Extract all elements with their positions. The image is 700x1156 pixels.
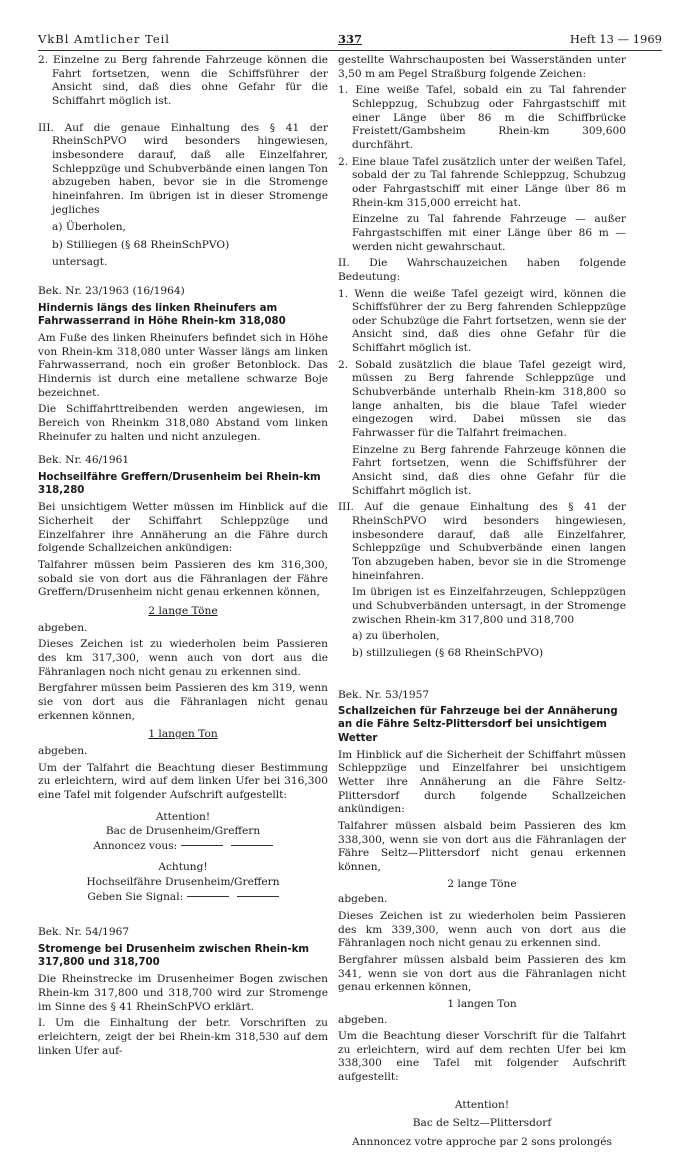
paragraph: Einzelne zu Tal fahrende Fahrzeuge — außer Fahrgastschiffen mit einer Länge über 86 m — werden nicht gewahrschaut. xyxy=(352,213,626,253)
paragraph: Um die Beachtung dieser Vorschrift für die Talfahrt zu erleichtern, wird auf dem rechten Ufer bei km 338,300 eine Tafel mit folgender Aufschrift aufgestellt: xyxy=(338,1030,626,1084)
header-rule xyxy=(38,50,662,51)
list-item: b) Stilliegen (§ 68 RheinSchPVO) xyxy=(52,238,230,251)
paragraph: Um der Talfahrt die Beachtung dieser Bestimmung zu erleichtern, wird auf dem linken Ufer bei 316,300 eine Tafel mit folgender Aufschrift aufgestellt: xyxy=(38,761,328,801)
paragraph: Am Fuße des linken Rheinufers befindet sich in Höhe von Rhein-km 318,080 unter Wasser längs am linken Fahrwasserrand, noch ein großer Betonblock. Das Hindernis ist durch eine metallene schwarze Boje bezeichnet. xyxy=(38,332,328,399)
section-heading: Hochseilfähre Greffern/Drusenheim bei Rhein-km 318,280 xyxy=(38,472,321,497)
sound-signal: 1 langen Ton xyxy=(447,997,517,1010)
page-header xyxy=(38,32,662,48)
paragraph: III. Auf die genaue Einhaltung des § 41 der RheinSchPVO wird besonders hingewiesen, insbesondere darauf, daß alle Einzelfahrer, Schleppzüge und Schubverbände einen langen Ton abzugeben haben, bevor sie in die Stromenge hineinfahren. Im übrigen ist in dieser Stromenge jegliches xyxy=(38,121,328,216)
paragraph: Bergfahrer müssen alsbald beim Passieren des km 341, wenn sie von dort aus die Fähranlagen nicht genau erkennen können, xyxy=(338,953,626,994)
list-item: 1. Eine weiße Tafel, sobald ein zu Tal fahrender Schleppzug, Schubzug oder Fahrgastschiff mit einer Länge über 86 m die Schiffbrücke Freistett/Gambsheim Rhein-km 309,600 durchfährt. xyxy=(338,84,626,151)
sound-signal: 2 lange Töne xyxy=(148,604,218,617)
notice-number: Bek. Nr. 53/1957 xyxy=(338,688,430,701)
list-item: 1. Wenn die weiße Tafel gezeigt wird, können die Schiffsführer der zu Berg fahrenden Schleppzüge oder Schubzüge die Fahrt fortsetzen, wenn sie der Ansicht sind, daß dies ohne Gefahr für die Schiffahrt möglich ist. xyxy=(338,287,626,355)
page-number: 337 xyxy=(337,32,362,46)
paragraph: Die Rheinstrecke im Drusenheimer Bogen zwischen Rhein-km 317,800 und 318,700 wird zur Stromenge im Sinne des § 41 RheinSchPVO erklärt. xyxy=(38,973,328,1013)
paragraph: untersagt. xyxy=(52,255,108,268)
section-heading: Stromenge bei Drusenheim zwischen Rhein-km 317,800 und 318,700 xyxy=(38,944,310,969)
list-item: b) stillzuliegen (§ 68 RheinSchPVO) xyxy=(352,646,544,659)
sound-signal: 2 lange Töne xyxy=(447,877,517,890)
paragraph: II. Die Wahrschauzeichen haben folgende Bedeutung: xyxy=(338,257,626,283)
list-item: a) zu überholen, xyxy=(352,630,440,643)
paragraph: Talfahrer müssen alsbald beim Passieren des km 338,300, wenn sie von dort aus die Fähranlagen der Fähre Seltz—Plittersdorf nicht genau erkennen können, xyxy=(338,819,626,873)
paragraph: I. Um die Einhaltung der betr. Vorschriften zu erleichtern, zeigt der bei Rhein-km 318,530 auf dem linken Ufer auf- xyxy=(38,1017,328,1057)
paragraph: abgeben. xyxy=(338,1013,388,1026)
paragraph: abgeben. xyxy=(38,621,88,634)
section-heading: Hindernis längs des linken Rheinufers am Fahrwasserrand in Höhe Rhein-km 318,080 xyxy=(38,302,286,327)
list-item: a) Überholen, xyxy=(52,221,126,234)
left-column xyxy=(38,54,328,1061)
paragraph: Im Hinblick auf die Sicherheit der Schiffahrt müssen Schleppzüge und Einzelfahrer bei unsichtigem Wetter ihre Annäherung an die Fähre Seltz-Plittersdorf durch folgende Schallzeichen ankündigen: xyxy=(338,748,626,816)
paragraph: Bei unsichtigem Wetter müssen im Hinblick auf die Sicherheit der Schiffahrt Schleppzüge und Einzelfahrer ihre Annäherung an die Fähre durch folgende Schallzeichen ankündigen: xyxy=(38,501,328,555)
paragraph: Dieses Zeichen ist zu wiederholen beim Passieren des km 317,300, wenn auch von dort aus die Fähranlagen noch nicht genau zu erkennen sind. xyxy=(38,638,328,678)
paragraph: Die Schiffahrttreibenden werden angewiesen, im Bereich von Rheinkm 318,080 Abstand vom linken Rheinufer zu halten und nicht anzulegen. xyxy=(38,403,328,443)
paragraph: abgeben. xyxy=(38,744,88,757)
paragraph: abgeben. xyxy=(338,893,388,906)
paragraph: Dieses Zeichen ist zu wiederholen beim Passieren des km 339,300, wenn auch von dort aus die Fähranlagen noch nicht genau zu erkennen sind. xyxy=(338,909,626,950)
sign-text-french: Attention! Bac de Seltz—Plittersdorf Annnoncez votre approche par 2 sons prolongés xyxy=(352,1098,612,1149)
sign-text-french: Attention! Bac de Drusenheim/Greffern Annoncez vous: xyxy=(38,811,328,854)
paragraph: 2. Einzelne zu Berg fahrende Fahrzeuge können die Fahrt fortsetzen, wenn die Schiffsführer der Ansicht sind, daß dies ohne Gefahr für die Schiffahrt möglich ist. xyxy=(38,54,328,107)
paragraph: Talfahrer müssen beim Passieren des km 316,300, sobald sie von dort aus die Fähranlagen der Fähre Greffern/Drusenheim nicht genau erkennen können, xyxy=(38,559,328,599)
paragraph: Einzelne zu Berg fahrende Fahrzeuge können die Fahrt fortsetzen, wenn die Schiffsführer der Ansicht sind, daß dies ohne Gefahr für die Schiffahrt möglich ist. xyxy=(352,443,626,497)
right-column xyxy=(338,54,626,1156)
paragraph: gestellte Wahrschauposten bei Wasserständen unter 3,50 m am Pegel Straßburg folgende Zeichen: xyxy=(338,54,626,80)
section-heading: Schallzeichen für Fahrzeuge bei der Annäherung an die Fähre Seltz-Plittersdorf bei unsichtigem Wetter xyxy=(338,706,618,744)
list-item: 2. Eine blaue Tafel zusätzlich unter der weißen Tafel, sobald der zu Tal fahrende Schleppzug, Schubzug oder Fahrgastschiff mit einer Länge über 86 m Rhein-km 315,000 erreicht hat. xyxy=(338,155,626,209)
journal-title: VkBl Amtlicher Teil xyxy=(38,32,170,46)
sign-text-german: Achtung! Hochseilfähre Drusenheim/Greffern Geben Sie Signal: xyxy=(86,861,280,903)
notice-number: Bek. Nr. 54/1967 xyxy=(38,926,130,939)
paragraph: III. Auf die genaue Einhaltung des § 41 der RheinSchPVO wird besonders hingewiesen, insbesondere darauf, daß alle Einzelfahrer, Schleppzüge und Schubverbände einen langen Ton abzugeben haben, bevor sie in die Stromenge hineinfahren. xyxy=(338,501,626,582)
sound-signal: 1 langen Ton xyxy=(148,728,218,741)
paragraph: Im übrigen ist es Einzelfahrzeugen, Schleppzügen und Schubverbänden untersagt, in der Stromenge zwischen Rhein-km 317,800 und 318,700 xyxy=(352,586,626,626)
list-item: 2. Sobald zusätzlich die blaue Tafel gezeigt wird, müssen zu Berg fahrende Schleppzüge und Schubverbände unterhalb Rhein-km 318,800 so lange anhalten, bis die blaue Tafel wieder eingezogen wird. Dabei müssen sie das Fahrwasser für die Talfahrt freimachen. xyxy=(338,358,626,440)
notice-number: Bek. Nr. 46/1961 xyxy=(38,454,130,467)
notice-number: Bek. Nr. 23/1963 (16/1964) xyxy=(38,285,185,298)
issue-label: Heft 13 — 1969 xyxy=(569,32,662,46)
paragraph: Bergfahrer müssen beim Passieren des km 319, wenn sie von dort aus die Fähranlagen nicht genau erkennen können, xyxy=(38,682,328,722)
